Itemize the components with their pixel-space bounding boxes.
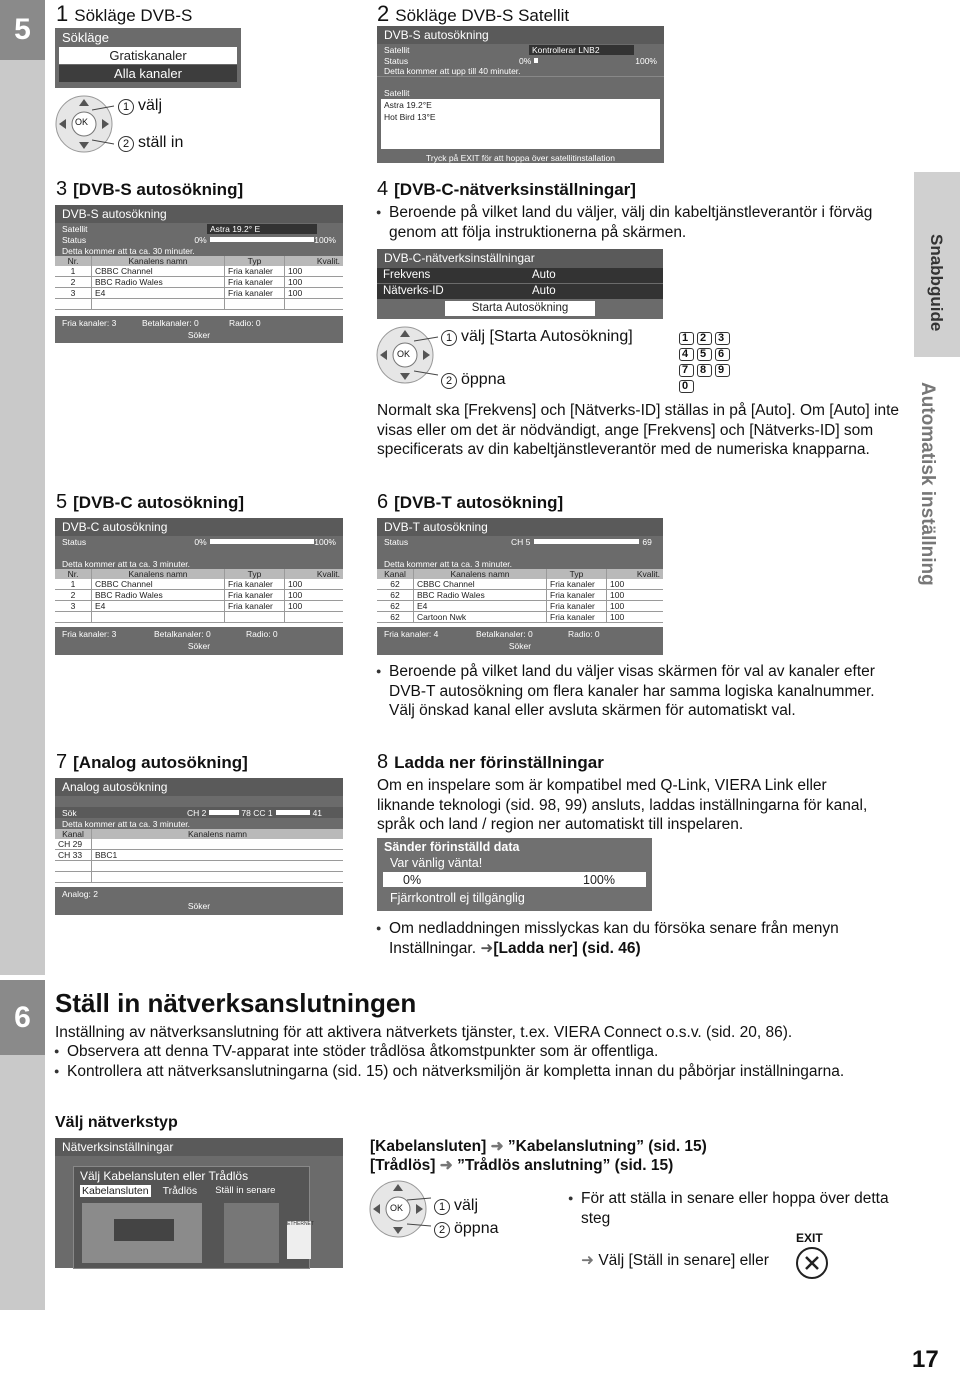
network-settings-screen: Nätverksinställningar Välj Kabelansluten eller Trådlös Kabelansluten Trådlös Ställ in senare ETHERNET	[55, 1138, 343, 1268]
connector-lines	[92, 100, 116, 150]
option-set-later[interactable]: Ställ in senare	[215, 1185, 276, 1196]
table-row: 1 CBBC Channel Fria kanaler 100	[55, 266, 343, 277]
step-6-bar	[0, 980, 45, 1310]
network-heading: Ställ in nätverksanslutningen	[55, 988, 417, 1018]
page-number: 17	[912, 1346, 939, 1373]
section-8-title: 8 Ladda ner förinställningar	[377, 751, 604, 773]
s4-paragraph: Normalt ska [Frekvens] och [Nätverks-ID] ställas in på [Auto]. Om [Auto] inte visas eller om det är nödvändigt, ange [Frekvens] och [Nätverks-ID] som specificerats av din kabeltjänstleverantör med de numeriska knapparna.	[377, 402, 900, 458]
set-later-bullet: ● För att ställa in senare eller hoppa över detta steg	[581, 1189, 891, 1228]
section-3-title: 3 [DVB-S autosökning]	[56, 178, 244, 200]
option-wireless[interactable]: Trådlös	[162, 1185, 198, 1197]
set-later-instruction: ➜ Välj [Ställ in senare] eller	[581, 1252, 769, 1269]
dvbc-autosearch-screen: DVB-C autosökning Status 0% 100% Detta kommer att ta ca. 3 minuter. Nr. Kanalens namn Typ Kvalit. 1 CBBC Channel Fria kanaler 100 2 BBC Radio Wales Fria kanaler 100 3 E4 Fria kanaler 100 Fria kanaler: 3 Betalkanaler: 0 Radio: 0 Söker	[55, 518, 343, 655]
start-autosearch-button[interactable]: Starta Autosökning	[445, 301, 595, 316]
wireless-link: [Trådlös] ➜ ”Trådlös anslutning” (sid. 15)	[370, 1157, 674, 1174]
table-row: 62 Cartoon Nwk Fria kanaler 100	[377, 612, 663, 623]
side-label-snabbguide: Snabbguide	[927, 234, 946, 332]
s4-bullet: ● Beroende på vilket land du väljer, välj din kabeltjänstleverantör i förväg genom att följa instruktionerna på skärmen.	[389, 203, 889, 242]
network-intro: Inställning av nätverksanslutning för att aktivera nätverkets tjänster, t.ex. VIERA Connect o.s.v. (sid. 20, 86).	[55, 1024, 793, 1041]
ok-label: OK	[390, 1203, 404, 1213]
s6-bullet: ● Beroende på vilket land du väljer visas skärmen för val av kanaler efter DVB-T autosökning om flera kanaler har samma logiska kanalnummer. Välj önskad kanal eller avsluta skärmen för automatiskt val.	[389, 662, 889, 721]
frequency-setting[interactable]: Frekvens Auto	[377, 268, 663, 283]
section-6-title: 6 [DVB-T autosökning]	[377, 491, 564, 513]
network-bullet-1: ● Observera att denna TV-apparat inte stöder trådlösa åtkomstpunkter som är offentliga.	[67, 1042, 887, 1062]
table-row: 1 CBBC Channel Fria kanaler 100	[55, 579, 343, 590]
option-wired[interactable]: Kabelansluten	[82, 1185, 149, 1197]
search-mode-screen	[55, 28, 241, 88]
table-row: 2 BBC Radio Wales Fria kanaler 100	[55, 590, 343, 601]
section-5-title: 5 [DVB-C autosökning]	[56, 491, 245, 513]
section-4-title: 4 [DVB-C-nätverksinställningar]	[377, 178, 636, 200]
connector-lines	[407, 1192, 433, 1232]
network-id-setting[interactable]: Nätverks-ID Auto	[377, 284, 663, 299]
s8-paragraph: Om en inspelare som är kompatibel med Q-Link, VIERA Link eller liknande teknologi (sid. 98, 99) ansluts, laddas inställningarna för kanal, språk och land / region ner automatiskt till inspelaren.	[377, 777, 868, 833]
dvbt-autosearch-screen: DVB-T autosökning Status CH 5 69 Detta kommer att ta ca. 3 minuter. Kanal Kanalens namn Typ Kvalit. 62 CBBC Channel Fria kanaler 100 62 BBC Radio Wales Fria kanaler 100 62 E4 Fria kanaler 100 62 Cartoon Nwk Fria kanaler 100 Fria kanaler: 4 Betalkanaler: 0 Radio: 0 Söker	[377, 518, 663, 655]
dvbs-satellite-screen: DVB-S autosökning Satellit Kontrollerar LNB2 Status 0% 100% Detta kommer att upp till 40 minuter. Satellit Astra 19.2°E Hot Bird 13°E Tryck på EXIT för att hoppa över satellitinstallation Söker satellit	[377, 26, 664, 163]
numeric-keypad-icon: 1 2 3 4 5 6 7 8 9 0	[679, 328, 739, 392]
exit-label: EXIT	[796, 1231, 823, 1245]
option-all-channels[interactable]: Alla kanaler	[59, 65, 237, 82]
section-7-title: 7 [Analog autosökning]	[56, 751, 248, 773]
screen-title: DVB-S autosökning	[377, 26, 664, 44]
analog-autosearch-screen: Analog autosökning Sök CH 2 78 CC 1 41 Detta kommer att ta ca. 3 minuter. Kanal Kanalens namn CH 29 CH 33 BBC1 Analog: 2 Söker	[55, 778, 343, 915]
satellite-item: Hot Bird 13°E	[384, 112, 436, 122]
table-row: 3 E4 Fria kanaler 100	[55, 601, 343, 612]
table-row: CH 29	[55, 839, 343, 850]
network-type-dialog: Välj Kabelansluten eller Trådlös Kabelansluten Trådlös Ställ in senare ETHERNET	[73, 1166, 310, 1269]
table-row: 62 E4 Fria kanaler 100	[377, 601, 663, 612]
exit-button-icon	[795, 1246, 829, 1280]
wired-link: [Kabelansluten] ➜ ”Kabelanslutning” (sid. 15)	[370, 1138, 707, 1155]
download-progress: 0% 100%	[383, 872, 646, 887]
download-presets-screen: Sänder förinställd data Var vänlig vänta! 0% 100% Fjärrkontroll ej tillgänglig	[377, 838, 652, 911]
dvbc-network-screen: DVB-C-nätverksinställningar Frekvens Auto Nätverks-ID Auto Starta Autosökning	[377, 249, 663, 319]
table-row: 62 CBBC Channel Fria kanaler 100	[377, 579, 663, 590]
table-row: 3 E4 Fria kanaler 100	[55, 288, 343, 299]
ok-label: OK	[397, 349, 411, 359]
step-5-number: 5	[0, 0, 45, 60]
net-step-1: 1 välj	[434, 1197, 478, 1215]
network-subheading: Välj nätverkstyp	[55, 1114, 178, 1131]
s8-bullet: ● Om nedladdningen misslyckas kan du försöka senare från menyn Inställningar. ➜[Ladda ner] (sid. 46)	[389, 919, 889, 958]
net-step-2: 2 öppna	[434, 1220, 499, 1238]
progress-bar	[534, 58, 538, 63]
s1-step-1: 1 välj	[118, 97, 162, 115]
satellite-list: Satellit Astra 19.2°E Hot Bird 13°E	[381, 87, 660, 149]
side-tab-snabbguide	[914, 172, 960, 357]
ok-label: OK	[75, 117, 89, 127]
side-label-automatisk: Automatisk inställning	[917, 382, 938, 586]
option-free-channels[interactable]: Gratiskanaler	[59, 47, 237, 64]
dvbs-autosearch-screen: DVB-S autosökning Satellit Astra 19.2° E Status 0% 100% Detta kommer att ta ca. 30 minuter. Nr. Kanalens namn Typ Kvalit. 1 CBBC Channel Fria kanaler 100 2 BBC Radio Wales Fria kanaler 100 3 E4 Fria kanaler 100 Fria kanaler: 3 Betalkanaler: 0 Radio: 0 Söker	[55, 205, 343, 343]
satellite-item: Astra 19.2°E	[384, 100, 432, 110]
s1-step-2: 2 ställ in	[118, 134, 183, 152]
table-row: 2 BBC Radio Wales Fria kanaler 100	[55, 277, 343, 288]
s4-step-1: 1 välj [Starta Autosökning]	[441, 328, 633, 346]
s4-step-2: 2 öppna	[441, 371, 506, 389]
table-row: CH 33 BBC1	[55, 850, 343, 861]
step-5-bar	[0, 0, 45, 975]
section-1-title: 1 Sökläge DVB-S	[56, 1, 193, 26]
table-row: 62 BBC Radio Wales Fria kanaler 100	[377, 590, 663, 601]
network-illustration	[74, 1201, 314, 1271]
network-bullet-2: ● Kontrollera att nätverksanslutningarna (sid. 15) och nätverksmiljön är kompletta innan du påbörjar inställningarna.	[67, 1062, 857, 1082]
section-2-title: 2 Sökläge DVB-S Satellit	[377, 1, 570, 26]
step-6-number: 6	[0, 980, 45, 1055]
connector-lines	[414, 331, 440, 381]
search-mode-title: Sökläge	[62, 30, 109, 45]
ethernet-port-label: ETHERNET	[287, 1221, 311, 1259]
